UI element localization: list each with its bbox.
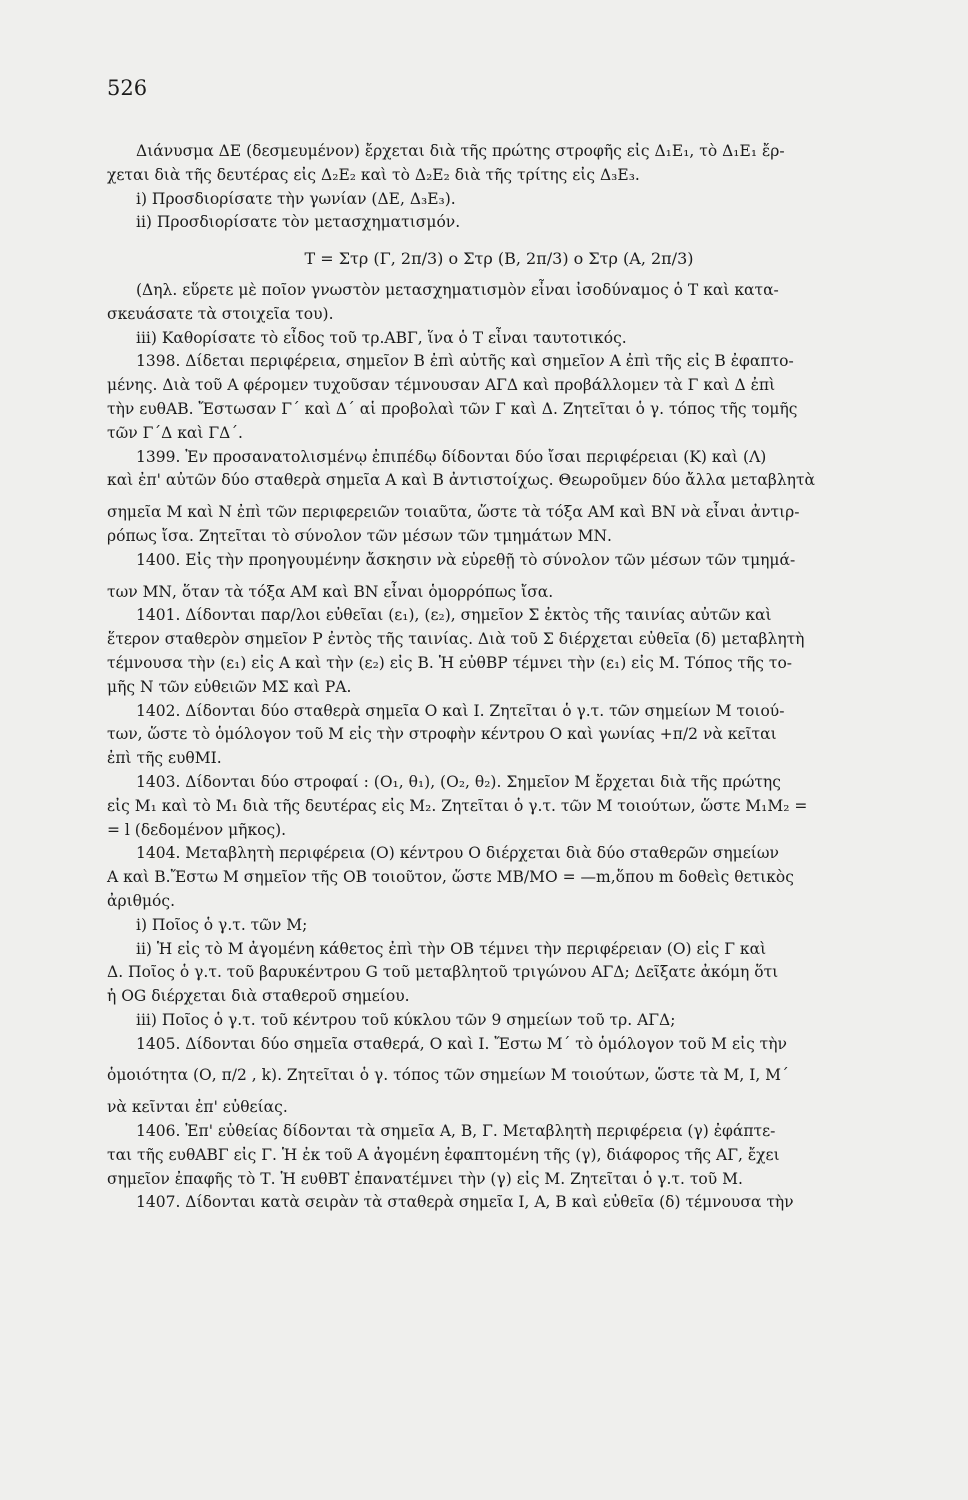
text-line: των ΜΝ, ὅταν τὰ τόξα ΑΜ καὶ ΒΝ εἶναι ὁμορρόπως ἴσα.: [107, 582, 554, 601]
text-line: μῆς Ν τῶν εὐθειῶν ΜΣ καὶ ΡΑ.: [107, 677, 352, 696]
text-line: i) Ποῖος ὁ γ.τ. τῶν Μ;: [136, 915, 308, 934]
text-line: ii) Προσδιορίσατε τὸν μετασχηματισμόν.: [136, 213, 461, 232]
text-line: 1405. Δίδονται δύο σημεῖα σταθερά, Ο καὶ Ι. Ἔστω Μ΄ τὸ ὁμόλογον τοῦ Μ εἰς τὴν: [136, 1034, 787, 1053]
text-line: των, ὥστε τὸ ὁμόλογον τοῦ Μ εἰς τὴν στροφὴν κέντρου Ο καὶ γωνίας +π/2 νὰ κεῖται: [107, 725, 777, 744]
text-line: σημεῖα Μ καὶ Ν ἐπὶ τῶν περιφερειῶν τοιαῦτα, ὥστε τὰ τόξα ΑΜ καὶ ΒΝ νὰ εἶναι ἀντιρ-: [107, 503, 800, 522]
text-line: 1398. Δίδεται περιφέρεια, σημεῖον Β ἐπὶ αὐτῆς καὶ σημεῖον Α ἐπὶ τῆς εἰς Β ἐφαπτο-: [136, 352, 794, 371]
text-line: ἀριθμός.: [107, 891, 176, 910]
text-line: ὁμοιότητα (Ο, π/2 , k). Ζητεῖται ὁ γ. τόπος τῶν σημείων Μ τοιούτων, ὥστε τὰ Μ, Ι, Μ΄: [107, 1066, 789, 1085]
text-line: 1402. Δίδονται δύο σταθερὰ σημεῖα Ο καὶ Ι. Ζητεῖται ὁ γ.τ. τῶν σημείων Μ τοιού-: [136, 701, 785, 720]
text-line: (Δηλ. εὕρετε μὲ ποῖον γνωστὸν μετασχηματισμὸν εἶναι ἰσοδύναμος ὁ Τ καὶ κατα-: [136, 280, 779, 299]
text-line: ρόπως ἴσα. Ζητεῖται τὸ σύνολον τῶν μέσων τῶν τμημάτων ΜΝ.: [107, 526, 612, 545]
text-line: ἡ OG διέρχεται διὰ σταθεροῦ σημείου.: [107, 987, 410, 1006]
text-line: 1403. Δίδονται δύο στροφαί : (Ο₁, θ₁), (Ο₂, θ₂). Σημεῖον Μ ἔρχεται διὰ τῆς πρώτης: [136, 772, 781, 791]
text-line: ται τῆς ευθΑΒΓ εἰς Γ. Ἡ ἐκ τοῦ Α ἀγομένη ἐφαπτομένη τῆς (γ), διάφορος τῆς ΑΓ, ἔχει: [107, 1145, 780, 1164]
text-line: Δ. Ποῖος ὁ γ.τ. τοῦ βαρυκέντρου G τοῦ μεταβλητοῦ τριγώνου ΑΓΔ; Δεῖξατε ἀκόμη ὅτι: [107, 963, 779, 982]
text-line: 1401. Δίδονται παρ/λοι εὐθεῖαι (ε₁), (ε₂), σημεῖον Σ ἐκτὸς τῆς ταινίας αὐτῶν καὶ: [136, 606, 772, 625]
text-line: iii) Καθορίσατε τὸ εἶδος τοῦ τρ.ΑΒΓ, ἵνα ὁ Τ εἶναι ταυτοτικός.: [136, 328, 627, 347]
text-line: ii) Ἡ εἰς τὸ Μ ἀγομένη κάθετος ἐπὶ τὴν ΟΒ τέμνει τὴν περιφέρειαν (Ο) εἰς Γ καὶ: [136, 939, 767, 958]
text-line: 1399. Ἐν προσανατολισμένῳ ἐπιπέδῳ δίδονται δύο ἴσαι περιφέρειαι (Κ) καὶ (Λ): [136, 447, 767, 466]
text-line: σημεῖον ἐπαφῆς τὸ Τ. Ἡ ευθΒΤ ἐπανατέμνει τὴν (γ) εἰς Μ. Ζητεῖται ὁ γ.τ. τοῦ Μ.: [107, 1169, 743, 1188]
text-line: σκευάσατε τὰ στοιχεῖα του).: [107, 304, 334, 323]
text-line: i) Προσδιορίσατε τὴν γωνίαν (ΔΕ, Δ₃Ε₃).: [136, 189, 456, 208]
text-line: εἰς Μ₁ καὶ τὸ Μ₁ διὰ τῆς δευτέρας εἰς Μ₂. Ζητεῖται ὁ γ.τ. τῶν Μ τοιούτων, ὥστε Μ₁Μ₂ =: [107, 796, 808, 815]
text-line: νὰ κεῖνται ἐπ' εὐθείας.: [107, 1098, 288, 1117]
text-line: τέμνουσα τὴν (ε₁) εἰς Α καὶ τὴν (ε₂) εἰς Β. Ἡ εὐθΒΡ τέμνει τὴν (ε₁) εἰς Μ. Τόπος τῆς το-: [107, 653, 793, 672]
text-line: 1404. Μεταβλητὴ περιφέρεια (Ο) κέντρου Ο διέρχεται διὰ δύο σταθερῶν σημείων: [136, 844, 779, 863]
text-line: τὴν ευθΑΒ. Ἔστωσαν Γ΄ καὶ Δ΄ αἱ προβολαὶ τῶν Γ καὶ Δ. Ζητεῖται ὁ γ. τόπος τῆς τομῆς: [107, 399, 798, 418]
text-line: 1407. Δίδονται κατὰ σειρὰν τὰ σταθερὰ σημεῖα Ι, Α, Β καὶ εὐθεῖα (δ) τέμνουσα τὴν: [136, 1193, 794, 1212]
page-number: 526: [107, 76, 148, 100]
text-line: ἕτερον σταθερὸν σημεῖον Ρ ἐντὸς τῆς ταινίας. Διὰ τοῦ Σ διέρχεται εὐθεῖα (δ) μεταβλητὴ: [107, 630, 805, 649]
text-line: μένης. Διὰ τοῦ Α φέρομεν τυχοῦσαν τέμνουσαν ΑΓΔ καὶ προβάλλομεν τὰ Γ καὶ Δ ἐπὶ: [107, 376, 776, 395]
text-line: 1406. Ἐπ' εὐθείας δίδονται τὰ σημεῖα Α, Β, Γ. Μεταβλητὴ περιφέρεια (γ) ἐφάπτε-: [136, 1122, 776, 1141]
formula-line: Τ = Στρ (Γ, 2π/3) ο Στρ (Β, 2π/3) ο Στρ (Α, 2π/3): [304, 249, 694, 269]
body-text: [107, 140, 891, 1215]
text-line: Διάνυσμα ΔΕ (δεσμευμένον) ἔρχεται διὰ τῆς πρώτης στροφῆς εἰς Δ₁Ε₁, τὸ Δ₁Ε₁ ἔρ-: [136, 142, 785, 160]
text-line: ἐπὶ τῆς ευθΜΙ.: [107, 749, 222, 768]
text-line: χεται διὰ τῆς δευτέρας εἰς Δ₂Ε₂ καὶ τὸ Δ₂Ε₂ διὰ τῆς τρίτης εἰς Δ₃Ε₃.: [107, 165, 640, 184]
text-line: iii) Ποῖος ὁ γ.τ. τοῦ κέντρου τοῦ κύκλου τῶν 9 σημείων τοῦ τρ. ΑΓΔ;: [136, 1010, 676, 1029]
text-line: Α καὶ Β.Ἔστω Μ σημεῖον τῆς ΟΒ τοιοῦτον, ὥστε ΜΒ/ΜΟ = —m,ὅπου m δοθεὶς θετικὸς: [107, 868, 794, 887]
text-line: τῶν Γ΄Δ καὶ ΓΔ΄.: [107, 423, 243, 442]
text-line: = l (δεδομένον μῆκος).: [107, 820, 287, 839]
text-line: καὶ ἐπ' αὐτῶν δύο σταθερὰ σημεῖα Α καὶ Β ἀντιστοίχως. Θεωροῦμεν δύο ἄλλα μεταβλητὰ: [107, 471, 815, 490]
text-line: 1400. Εἰς τὴν προηγουμένην ἄσκησιν νὰ εὑρεθῇ τὸ σύνολον τῶν μέσων τῶν τμημά-: [136, 550, 796, 569]
